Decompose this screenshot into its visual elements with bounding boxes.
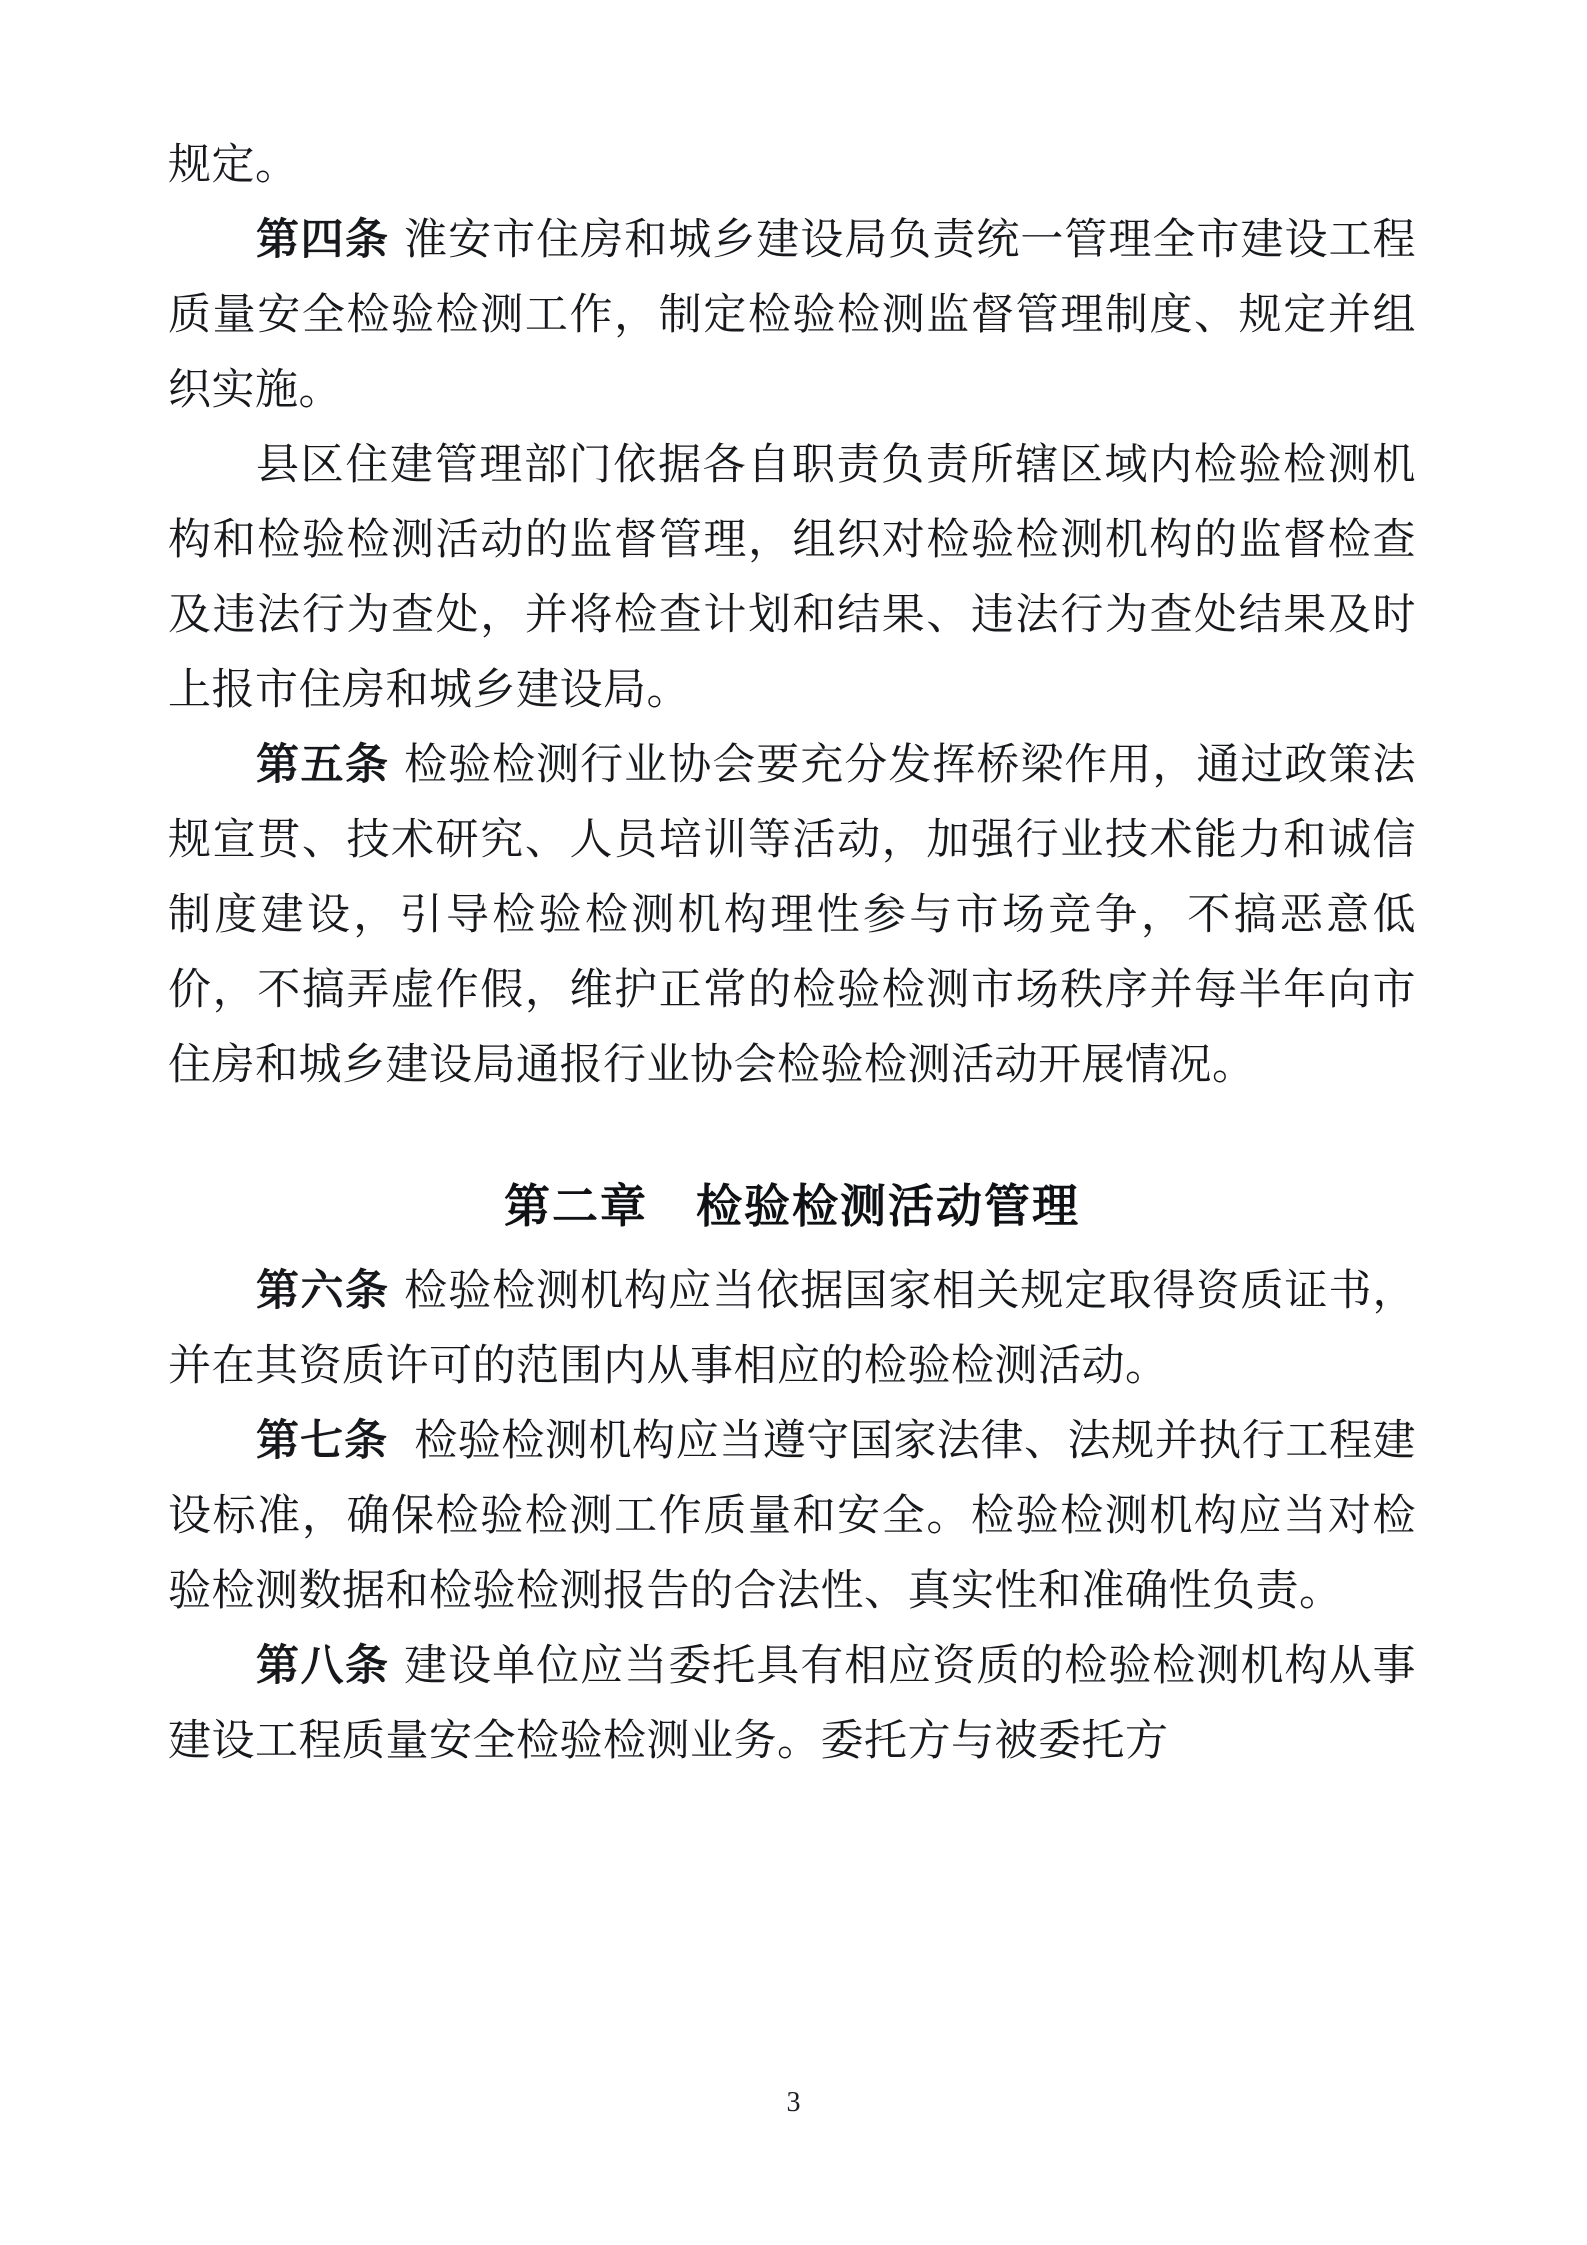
paragraph-text: 县区住建管理部门依据各自职责负责所辖区域内检验检测机构和检验检测活动的监督管理，组织对检验检测机构的监督检查及违法行为查处，并将检查计划和结果、违法行为查处结果及时上报市住房和城乡建设局。 xyxy=(168,442,1416,714)
article-label-7: 第七条 xyxy=(256,1418,389,1465)
paragraph-text: 淮安市住房和城乡建设局负责统一管理全市建设工程质量安全检验检测工作，制定检验检测监督管理制度、规定并组织实施。 xyxy=(168,217,1417,414)
paragraph-text: 检验检测行业协会要充分发挥桥梁作用，通过政策法规宣贯、技术研究、人员培训等活动，加强行业技术能力和诚信制度建设，引导检验检测机构理性参与市场竞争，不搞恶意低价，不搞弄虚作假，维护正常的检验检测市场秩序并每半年向市住房和城乡建设局通报行业协会检验检测活动开展情况。 xyxy=(168,742,1417,1089)
paragraph-county-district xyxy=(168,428,1416,728)
paragraph-text: 建设单位应当委托具有相应资质的检验检测机构从事建设工程质量安全检验检测业务。委托方与被委托方 xyxy=(168,1643,1417,1765)
paragraph-article-5 xyxy=(168,728,1416,1103)
paragraph-article-8 xyxy=(168,1629,1416,1779)
page-content xyxy=(168,128,1416,1779)
paragraph-article-4 xyxy=(168,203,1416,428)
article-label-6: 第六条 xyxy=(256,1268,390,1315)
article-label-5: 第五条 xyxy=(256,742,390,789)
chapter-spacer-bottom xyxy=(168,1244,1416,1254)
paragraph-text: 检验检测机构应当依据国家相关规定取得资质证书，并在其资质许可的范围内从事相应的检验检测活动。 xyxy=(168,1268,1417,1390)
paragraph-text: 检验检测机构应当遵守国家法律、法规并执行工程建设标准，确保检验检测工作质量和安全。检验检测机构应当对检验检测数据和检验检测报告的合法性、真实性和准确性负责。 xyxy=(168,1418,1417,1615)
chapter-spacer-top xyxy=(168,1103,1416,1169)
article-label-4: 第四条 xyxy=(256,217,390,264)
paragraph-text: 规定。 xyxy=(168,142,299,189)
paragraph-article-7 xyxy=(168,1404,1416,1629)
paragraph-article-6 xyxy=(168,1254,1416,1404)
chapter-heading-text: 第二章 检验检测活动管理 xyxy=(504,1180,1080,1232)
page-number: 3 xyxy=(786,2087,801,2118)
article-label-8: 第八条 xyxy=(256,1643,390,1690)
paragraph-guiding xyxy=(168,128,1416,203)
chapter-heading xyxy=(168,1169,1416,1244)
